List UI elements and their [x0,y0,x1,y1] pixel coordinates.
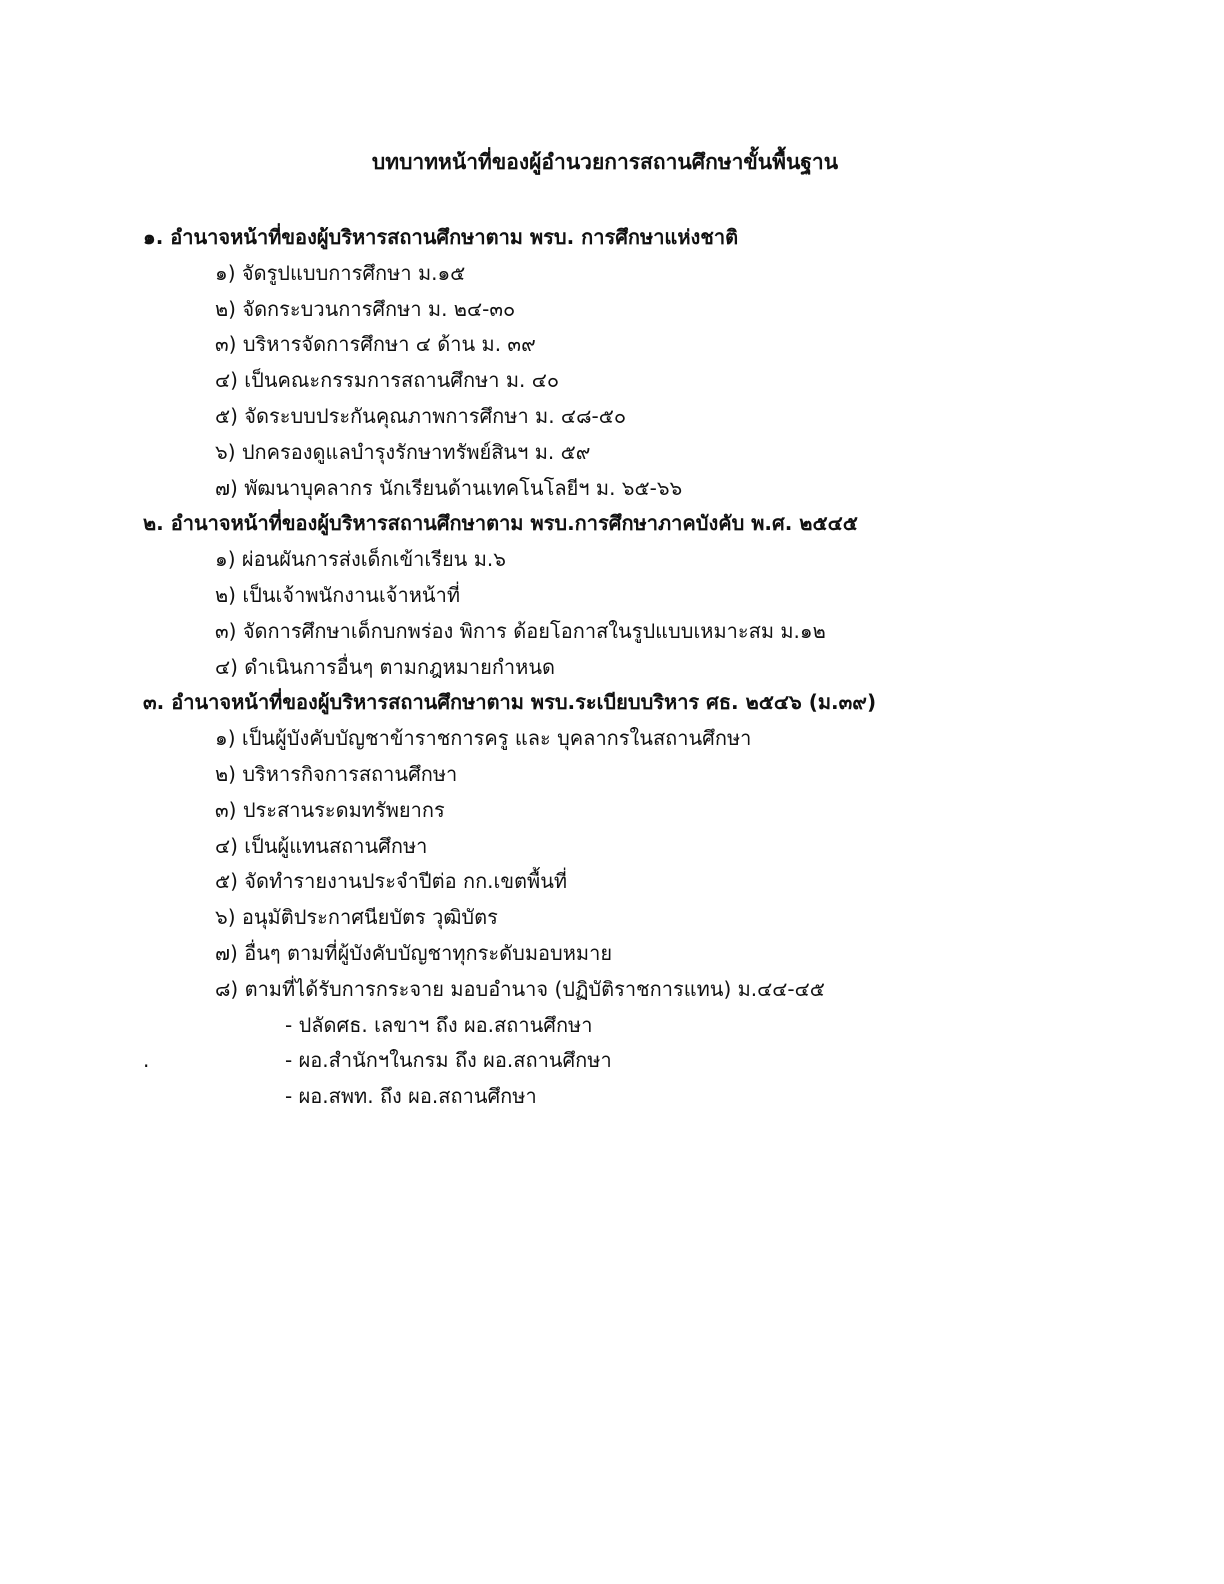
section-1-heading: ๑. อำนาจหน้าที่ของผู้บริหารสถานศึกษาตาม พรบ. การศึกษาแห่งชาติ [143,225,739,249]
section-2-item: ๔) ดำเนินการอื่นๆ ตามกฎหมายกำหนด [215,654,555,679]
section-3-heading: ๓. อำนาจหน้าที่ของผู้บริหารสถานศึกษาตาม พรบ.ระเบียบบริหาร ศธ. ๒๕๔๖ (ม.๓๙) [143,690,877,715]
section-3-item: ๒) บริหารกิจการสถานศึกษา [215,761,458,786]
section-2-heading: ๒. อำนาจหน้าที่ของผู้บริหารสถานศึกษาตาม พรบ.การศึกษาภาคบังคับ พ.ศ. ๒๕๔๕ [143,511,858,536]
delegation-subitem: - ผอ.สำนักฯในกรม ถึง ผอ.สถานศึกษา [285,1048,612,1073]
document-title: บทบาทหน้าที่ของผู้อำนวยการสถานศึกษาขั้นพื้นฐาน [371,150,839,174]
section-3-item: ๑) เป็นผู้บังคับบัญชาข้าราชการครู และ บุคลากรในสถานศึกษา [215,726,752,751]
stray-dot-mark: . [143,1048,150,1073]
section-2-item: ๑) ผ่อนผันการส่งเด็กเข้าเรียน ม.๖ [215,547,506,572]
section-2-item: ๓) จัดการศึกษาเด็กบกพร่อง พิการ ด้อยโอกาสในรูปแบบเหมาะสม ม.๑๒ [215,618,826,643]
section-3-item: ๖) อนุมัติประกาศนียบัตร วุฒิบัตร [215,905,498,930]
section-2-item: ๒) เป็นเจ้าพนักงานเจ้าหน้าที่ [215,582,461,607]
section-1-item: ๑) จัดรูปแบบการศึกษา ม.๑๕ [215,260,466,285]
section-3-item: ๔) เป็นผู้แทนสถานศึกษา [215,833,428,858]
section-1-item: ๓) บริหารจัดการศึกษา ๔ ด้าน ม. ๓๙ [215,332,536,357]
delegation-subitem: - ผอ.สพท. ถึง ผอ.สถานศึกษา [285,1084,537,1109]
section-3-item: ๗) อื่นๆ ตามที่ผู้บังคับบัญชาทุกระดับมอบหมาย [215,940,613,965]
document-body [143,220,1183,1115]
section-1-item: ๗) พัฒนาบุคลากร นักเรียนด้านเทคโนโลยีฯ ม. ๖๕-๖๖ [215,475,683,500]
section-1-item: ๖) ปกครองดูแลบำรุงรักษาทรัพย์สินฯ ม. ๕๙ [215,439,591,464]
section-1-item: ๔) เป็นคณะกรรมการสถานศึกษา ม. ๔๐ [215,368,560,393]
delegation-subitem-row [143,1043,1183,1079]
section-3-item: ๕) จัดทำรายงานประจำปีต่อ กก.เขตพื้นที่ [215,869,568,894]
section-1-item: ๕) จัดระบบประกันคุณภาพการศึกษา ม. ๔๘-๕๐ [215,403,627,428]
section-3-item: ๘) ตามที่ได้รับการกระจาย มอบอำนาจ (ปฏิบัติราชการแทน) ม.๔๔-๔๕ [215,976,825,1001]
section-3-item: ๓) ประสานระดมทรัพยากร [215,797,445,822]
delegation-subitem: - ปลัดศธ. เลขาฯ ถึง ผอ.สถานศึกษา [285,1012,593,1037]
section-1-item: ๒) จัดกระบวนการศึกษา ม. ๒๔-๓๐ [215,296,516,321]
